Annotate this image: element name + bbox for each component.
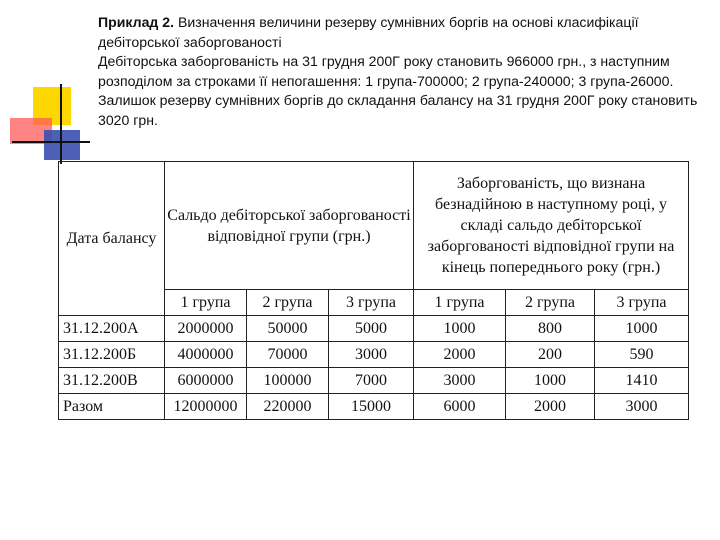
row-label: 31.12.200А (59, 316, 165, 342)
table-cell: 2000 (506, 394, 595, 420)
subheader-cell: 1 група (165, 290, 247, 316)
subheader-cell: 1 група (414, 290, 506, 316)
row-label: Разом (59, 394, 165, 420)
table-cell: 200 (506, 342, 595, 368)
table-cell: 70000 (247, 342, 329, 368)
table-cell: 220000 (247, 394, 329, 420)
header-bad-debt-group: Заборгованість, що визнана безнадійною в наступному році, у складі сальдо дебіторської заборгованості відповідної групи на кінець попереднього року (грн.) (414, 162, 689, 290)
table-cell: 3000 (414, 368, 506, 394)
table-row (59, 342, 689, 368)
subheader-cell: 3 група (329, 290, 414, 316)
receivables-table (58, 161, 689, 420)
table-row-total (59, 394, 689, 420)
table-cell: 1000 (506, 368, 595, 394)
table-cell: 2000 (414, 342, 506, 368)
table-cell: 12000000 (165, 394, 247, 420)
example-title-rest: Визначення величини резерву сумнівних боргів на основі класифікації дебіторської заборгованості (98, 14, 639, 50)
decorative-horizontal-line (12, 141, 90, 143)
header-balance-group: Сальдо дебіторської заборгованості відповідної групи (грн.) (165, 162, 414, 290)
decorative-blue-square (44, 130, 80, 160)
subheader-cell: 2 група (506, 290, 595, 316)
header-date: Дата балансу (59, 162, 165, 316)
table-cell: 7000 (329, 368, 414, 394)
table-cell: 3000 (329, 342, 414, 368)
example-paragraph: Дебіторська заборгованість на 31 грудня 200Г року становить 966000 грн., з наступним розподілом за строками її непогашення: 1 група-700000; 2 група-240000; 3 група-26000. Залишок резерву сумнівних боргів до складання балансу на 31 грудня 200Г року становить 3020 грн. (98, 53, 698, 128)
table-row (59, 316, 689, 342)
table-cell: 6000 (414, 394, 506, 420)
table-row (59, 368, 689, 394)
table-cell: 1000 (414, 316, 506, 342)
table-cell: 2000000 (165, 316, 247, 342)
table-cell: 15000 (329, 394, 414, 420)
row-label: 31.12.200В (59, 368, 165, 394)
subheader-cell: 3 група (595, 290, 689, 316)
table-cell: 100000 (247, 368, 329, 394)
table-cell: 4000000 (165, 342, 247, 368)
example-title (98, 13, 708, 52)
example-title-bold: Приклад 2. (98, 14, 175, 30)
table-cell: 50000 (247, 316, 329, 342)
table-cell: 590 (595, 342, 689, 368)
table-cell: 3000 (595, 394, 689, 420)
table-cell: 6000000 (165, 368, 247, 394)
table-cell: 5000 (329, 316, 414, 342)
decorative-vertical-line (60, 84, 62, 164)
table-cell: 800 (506, 316, 595, 342)
row-label: 31.12.200Б (59, 342, 165, 368)
table-cell: 1410 (595, 368, 689, 394)
intro-text (98, 13, 708, 131)
subheader-cell: 2 група (247, 290, 329, 316)
table-cell: 1000 (595, 316, 689, 342)
